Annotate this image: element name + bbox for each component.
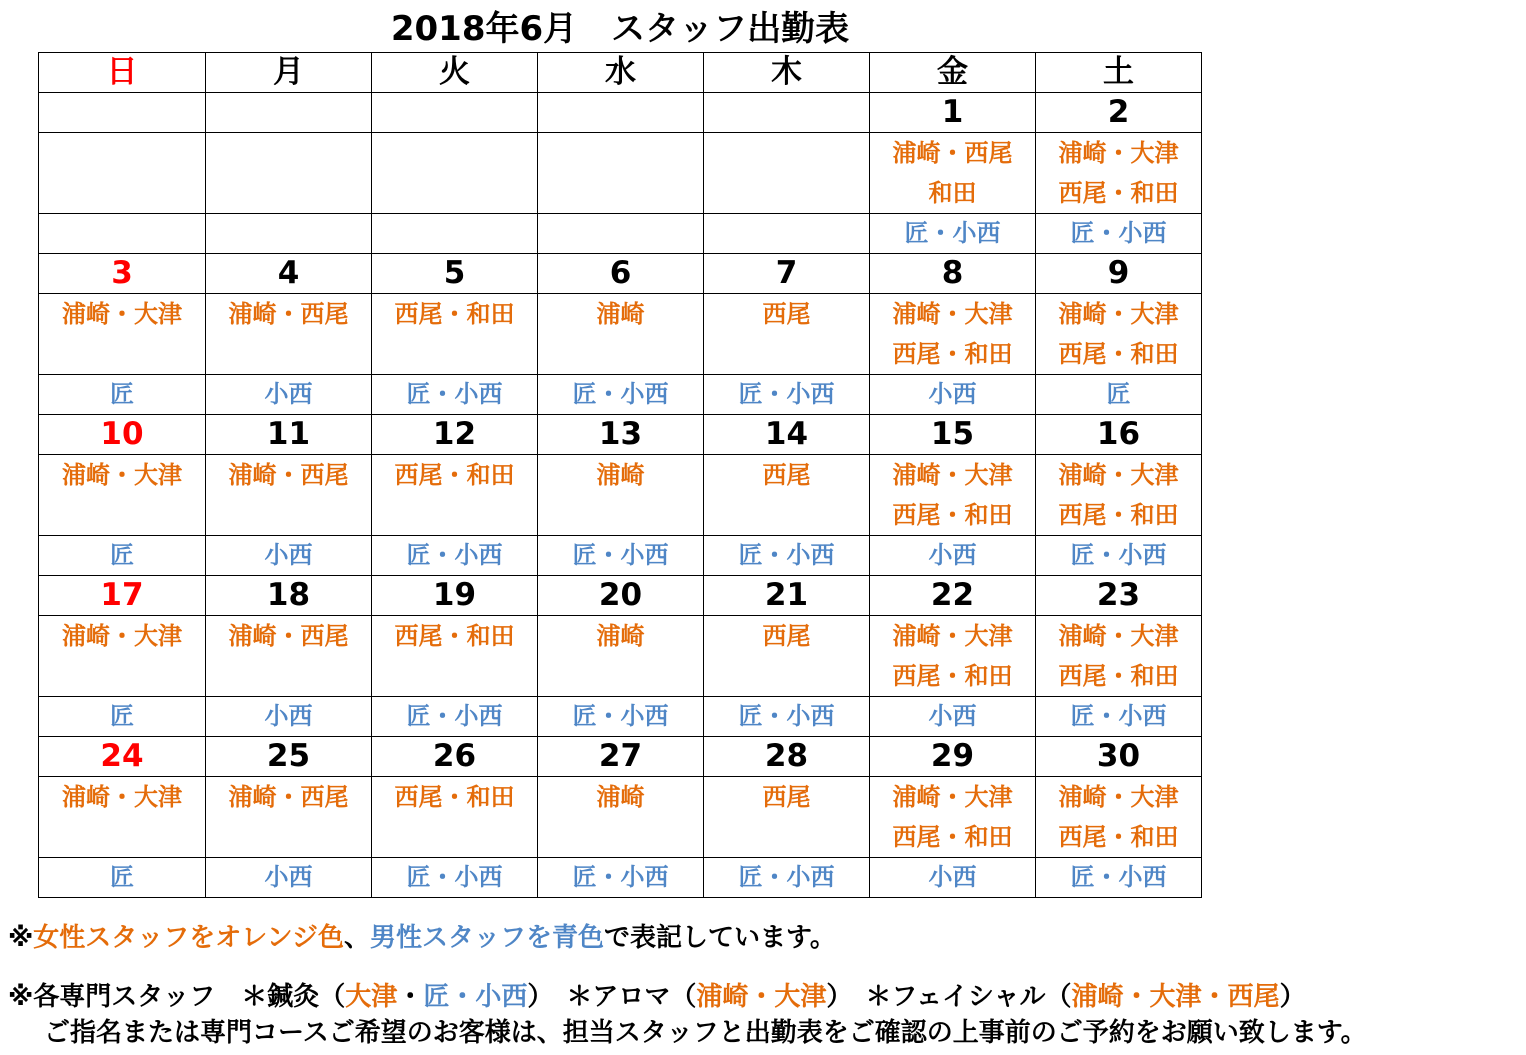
week-5-female-row bbox=[39, 777, 1202, 858]
date-cell: 4 bbox=[206, 254, 372, 294]
weekday-wed: 水 bbox=[538, 53, 704, 93]
female-staff-line: 浦崎・大津 bbox=[892, 300, 1013, 328]
week-3-male-row bbox=[39, 536, 1202, 576]
date-cell: 24 bbox=[39, 737, 206, 777]
male-staff-cell: 匠・小西 bbox=[1036, 536, 1202, 576]
female-staff-line: 浦崎・大津 bbox=[1058, 622, 1179, 650]
female-staff-line: 西尾 bbox=[762, 300, 811, 328]
male-staff-cell: 小西 bbox=[206, 536, 372, 576]
female-staff-line: 浦崎・大津 bbox=[892, 783, 1013, 811]
male-staff-cell: 匠・小西 bbox=[704, 375, 870, 415]
female-staff-line: 浦崎 bbox=[596, 622, 645, 650]
male-staff-cell bbox=[538, 214, 704, 254]
female-staff-line: 西尾 bbox=[762, 461, 811, 489]
week-5-male-row bbox=[39, 858, 1202, 898]
specialist-note bbox=[8, 980, 1306, 1014]
male-staff-cell: 匠・小西 bbox=[372, 375, 538, 415]
female-staff-line: 浦崎・大津 bbox=[1058, 139, 1179, 167]
date-cell: 20 bbox=[538, 576, 704, 616]
male-staff-cell: 匠・小西 bbox=[372, 858, 538, 898]
female-staff-line: 西尾・和田 bbox=[1058, 340, 1179, 368]
female-staff-line: 浦崎・西尾 bbox=[228, 461, 349, 489]
date-cell: 23 bbox=[1036, 576, 1202, 616]
female-staff-line: 浦崎・西尾 bbox=[228, 622, 349, 650]
male-staff-cell: 匠・小西 bbox=[372, 536, 538, 576]
date-cell: 1 bbox=[870, 93, 1036, 133]
female-staff-line: 浦崎・大津 bbox=[1058, 461, 1179, 489]
female-staff-cell bbox=[372, 133, 538, 214]
female-staff-line: 浦崎・大津 bbox=[1058, 300, 1179, 328]
female-staff-line: 西尾・和田 bbox=[892, 662, 1013, 690]
date-cell: 12 bbox=[372, 415, 538, 455]
date-cell: 17 bbox=[39, 576, 206, 616]
date-cell: 10 bbox=[39, 415, 206, 455]
date-cell: 2 bbox=[1036, 93, 1202, 133]
date-cell: 19 bbox=[372, 576, 538, 616]
date-cell: 9 bbox=[1036, 254, 1202, 294]
female-staff-line: 和田 bbox=[928, 179, 977, 207]
male-staff-cell: 匠 bbox=[39, 858, 206, 898]
week-3-female-row bbox=[39, 455, 1202, 536]
male-staff-cell: 匠 bbox=[1036, 375, 1202, 415]
legend-note bbox=[8, 921, 836, 955]
female-staff-line: 浦崎 bbox=[596, 461, 645, 489]
female-color-note: 女性スタッフをオレンジ色 bbox=[33, 923, 344, 953]
date-cell: 6 bbox=[538, 254, 704, 294]
male-staff-cell: 小西 bbox=[870, 858, 1036, 898]
female-staff-line: 浦崎 bbox=[596, 783, 645, 811]
week-4-female-row bbox=[39, 616, 1202, 697]
date-cell bbox=[372, 93, 538, 133]
female-staff-cell bbox=[870, 777, 1036, 858]
male-staff-cell: 匠・小西 bbox=[1036, 858, 1202, 898]
weekday-mon: 月 bbox=[206, 53, 372, 93]
female-staff-cell bbox=[372, 777, 538, 858]
date-cell: 28 bbox=[704, 737, 870, 777]
date-cell: 13 bbox=[538, 415, 704, 455]
female-staff-cell bbox=[704, 616, 870, 697]
male-staff-cell bbox=[39, 214, 206, 254]
date-cell: 3 bbox=[39, 254, 206, 294]
male-staff-cell bbox=[372, 214, 538, 254]
female-staff-line: 西尾・和田 bbox=[892, 823, 1013, 851]
female-staff-line: 西尾・和田 bbox=[892, 501, 1013, 529]
date-cell: 8 bbox=[870, 254, 1036, 294]
weekday-thu: 木 bbox=[704, 53, 870, 93]
female-staff-line: 浦崎・大津 bbox=[62, 461, 182, 489]
female-staff-line: 浦崎・大津 bbox=[62, 300, 182, 328]
female-staff-cell bbox=[704, 777, 870, 858]
female-staff-line: 浦崎・西尾 bbox=[228, 783, 349, 811]
acupuncture-female: 大津 bbox=[345, 982, 398, 1012]
female-staff-cell bbox=[538, 616, 704, 697]
female-staff-cell bbox=[39, 294, 206, 375]
female-staff-line: 西尾 bbox=[762, 622, 811, 650]
male-staff-cell: 匠・小西 bbox=[704, 697, 870, 737]
aroma-lead: ） ＊アロマ（ bbox=[527, 982, 697, 1012]
week-2-female-row bbox=[39, 294, 1202, 375]
female-staff-line: 西尾・和田 bbox=[394, 300, 515, 328]
female-staff-line: 西尾・和田 bbox=[394, 622, 515, 650]
female-staff-cell bbox=[704, 455, 870, 536]
note-sep: 、 bbox=[343, 923, 370, 953]
week-4-male-row bbox=[39, 697, 1202, 737]
weekday-fri: 金 bbox=[870, 53, 1036, 93]
male-staff-cell: 匠・小西 bbox=[538, 697, 704, 737]
male-staff-cell: 匠 bbox=[39, 697, 206, 737]
female-staff-cell bbox=[870, 133, 1036, 214]
reservation-note: ご指名または専門コースご希望のお客様は、担当スタッフと出勤表をご確認の上事前のご予約をお願い致します。 bbox=[44, 1018, 1367, 1048]
female-staff-cell bbox=[39, 455, 206, 536]
date-cell: 21 bbox=[704, 576, 870, 616]
aroma-staff: 浦崎・大津 bbox=[696, 982, 827, 1012]
female-staff-line: 浦崎・大津 bbox=[62, 622, 182, 650]
female-staff-cell bbox=[206, 777, 372, 858]
acupuncture-dot: ・ bbox=[397, 982, 424, 1012]
weekday-tue: 火 bbox=[372, 53, 538, 93]
female-staff-cell bbox=[372, 455, 538, 536]
female-staff-line: 浦崎・大津 bbox=[62, 783, 182, 811]
weekday-sun: 日 bbox=[39, 53, 206, 93]
note-suffix: で表記しています。 bbox=[604, 923, 836, 953]
female-staff-cell bbox=[206, 455, 372, 536]
male-staff-cell: 匠・小西 bbox=[704, 536, 870, 576]
female-staff-cell bbox=[206, 294, 372, 375]
female-staff-line: 西尾・和田 bbox=[1058, 501, 1179, 529]
date-cell: 5 bbox=[372, 254, 538, 294]
female-staff-cell bbox=[372, 616, 538, 697]
date-cell: 16 bbox=[1036, 415, 1202, 455]
facial-staff: 浦崎・大津・西尾 bbox=[1071, 982, 1280, 1012]
male-staff-cell: 匠 bbox=[39, 375, 206, 415]
date-cell: 27 bbox=[538, 737, 704, 777]
date-cell: 25 bbox=[206, 737, 372, 777]
week-1-female-row bbox=[39, 133, 1202, 214]
female-staff-cell bbox=[538, 133, 704, 214]
weekday-sat: 土 bbox=[1036, 53, 1202, 93]
female-staff-cell bbox=[372, 294, 538, 375]
acupuncture-male: 匠・小西 bbox=[423, 982, 528, 1012]
week-5-dates-row bbox=[39, 737, 1202, 777]
date-cell: 26 bbox=[372, 737, 538, 777]
female-staff-cell bbox=[704, 133, 870, 214]
week-2-dates-row bbox=[39, 254, 1202, 294]
male-staff-cell: 小西 bbox=[870, 697, 1036, 737]
weekday-header-row bbox=[39, 53, 1202, 93]
male-staff-cell: 匠・小西 bbox=[704, 858, 870, 898]
female-staff-line: 西尾・和田 bbox=[394, 783, 515, 811]
week-1-male-row bbox=[39, 214, 1202, 254]
female-staff-cell bbox=[704, 294, 870, 375]
female-staff-line: 浦崎・西尾 bbox=[892, 139, 1013, 167]
female-staff-cell bbox=[870, 455, 1036, 536]
male-color-note: 男性スタッフを青色 bbox=[370, 923, 605, 953]
date-cell bbox=[206, 93, 372, 133]
male-staff-cell: 小西 bbox=[206, 858, 372, 898]
female-staff-line: 浦崎 bbox=[596, 300, 645, 328]
date-cell: 15 bbox=[870, 415, 1036, 455]
date-cell: 29 bbox=[870, 737, 1036, 777]
male-staff-cell: 匠 bbox=[39, 536, 206, 576]
female-staff-cell bbox=[538, 777, 704, 858]
page-title: 2018年6月 スタッフ出勤表 bbox=[390, 9, 850, 49]
week-4-dates-row bbox=[39, 576, 1202, 616]
week-1-dates-row bbox=[39, 93, 1202, 133]
female-staff-line: 浦崎・大津 bbox=[892, 622, 1013, 650]
female-staff-line: 西尾・和田 bbox=[1058, 662, 1179, 690]
female-staff-line: 浦崎・大津 bbox=[892, 461, 1013, 489]
male-staff-cell: 匠・小西 bbox=[538, 858, 704, 898]
specialist-close: ） bbox=[1279, 982, 1306, 1012]
male-staff-cell bbox=[206, 214, 372, 254]
calendar-body bbox=[39, 53, 1202, 898]
female-staff-cell bbox=[1036, 455, 1202, 536]
male-staff-cell: 匠・小西 bbox=[538, 375, 704, 415]
week-3-dates-row bbox=[39, 415, 1202, 455]
female-staff-cell bbox=[39, 777, 206, 858]
schedule-calendar bbox=[38, 52, 1202, 898]
female-staff-line: 浦崎・西尾 bbox=[228, 300, 349, 328]
date-cell: 30 bbox=[1036, 737, 1202, 777]
female-staff-cell bbox=[206, 616, 372, 697]
male-staff-cell: 小西 bbox=[206, 375, 372, 415]
female-staff-cell bbox=[1036, 294, 1202, 375]
specialist-lead: ※各専門スタッフ ＊鍼灸（ bbox=[8, 982, 346, 1012]
female-staff-cell bbox=[538, 294, 704, 375]
female-staff-cell bbox=[538, 455, 704, 536]
male-staff-cell: 匠・小西 bbox=[538, 536, 704, 576]
male-staff-cell: 匠・小西 bbox=[1036, 697, 1202, 737]
male-staff-cell: 匠・小西 bbox=[870, 214, 1036, 254]
week-2-male-row bbox=[39, 375, 1202, 415]
date-cell bbox=[538, 93, 704, 133]
female-staff-cell bbox=[870, 616, 1036, 697]
date-cell bbox=[704, 93, 870, 133]
female-staff-cell bbox=[1036, 616, 1202, 697]
date-cell: 7 bbox=[704, 254, 870, 294]
female-staff-line: 浦崎・大津 bbox=[1058, 783, 1179, 811]
female-staff-cell bbox=[39, 133, 206, 214]
female-staff-line: 西尾・和田 bbox=[892, 340, 1013, 368]
male-staff-cell: 小西 bbox=[870, 375, 1036, 415]
date-cell bbox=[39, 93, 206, 133]
female-staff-line: 西尾・和田 bbox=[1058, 823, 1179, 851]
female-staff-line: 西尾・和田 bbox=[394, 461, 515, 489]
facial-lead: ） ＊フェイシャル（ bbox=[826, 982, 1072, 1012]
date-cell: 11 bbox=[206, 415, 372, 455]
female-staff-cell bbox=[206, 133, 372, 214]
date-cell: 14 bbox=[704, 415, 870, 455]
male-staff-cell: 匠・小西 bbox=[372, 697, 538, 737]
male-staff-cell bbox=[704, 214, 870, 254]
male-staff-cell: 小西 bbox=[870, 536, 1036, 576]
female-staff-line: 西尾・和田 bbox=[1058, 179, 1179, 207]
female-staff-cell bbox=[1036, 777, 1202, 858]
date-cell: 22 bbox=[870, 576, 1036, 616]
female-staff-cell bbox=[1036, 133, 1202, 214]
female-staff-cell bbox=[870, 294, 1036, 375]
note-prefix: ※ bbox=[8, 923, 34, 953]
male-staff-cell: 匠・小西 bbox=[1036, 214, 1202, 254]
female-staff-cell bbox=[39, 616, 206, 697]
female-staff-line: 西尾 bbox=[762, 783, 811, 811]
date-cell: 18 bbox=[206, 576, 372, 616]
male-staff-cell: 小西 bbox=[206, 697, 372, 737]
